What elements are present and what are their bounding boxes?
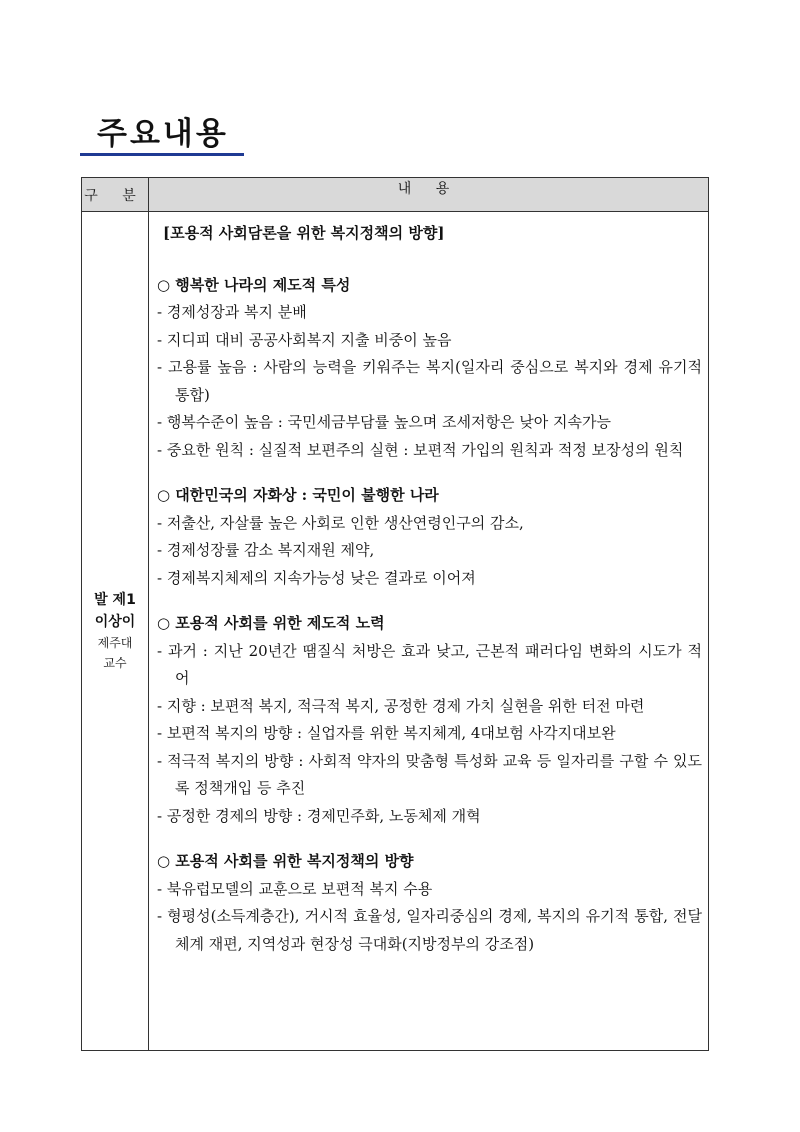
- section-3: [157, 610, 702, 830]
- list-item: - 지향 : 보편적 복지, 적극적 복지, 공정한 경제 가치 실현을 위한 터전 마련: [157, 696, 645, 715]
- content-table: [81, 177, 709, 1051]
- header-content: 내 용: [149, 178, 709, 212]
- list-item: - 보편적 복지의 방향 : 실업자를 위한 복지체계, 4대보험 사각지대보완: [157, 724, 616, 742]
- section-1: [157, 272, 702, 465]
- speaker-info: [82, 589, 148, 673]
- list-item: - 저출산, 자살률 높은 사회로 인한 생산연령인구의 감소,: [157, 513, 524, 532]
- list-item: - 과거 : 지난 20년간 땜질식 처방은 효과 낮고, 근본적 패러다임 변화의 시도가 적어: [157, 641, 702, 687]
- section-heading: ○ 포용적 사회를 위한 제도적 노력: [157, 614, 385, 632]
- speaker-name: 이상이: [94, 614, 136, 630]
- section-heading: ○ 포용적 사회를 위한 복지정책의 방향: [157, 852, 414, 870]
- speaker-cell: [82, 212, 149, 1051]
- content-title: [포용적 사회담론을 위한 복지정책의 방향]: [163, 224, 445, 242]
- section-4: [157, 848, 702, 958]
- list-item: - 적극적 복지의 방향 : 사회적 약자의 맞춤형 특성화 교육 등 일자리를 구할 수 있도록 정책개입 등 추진: [157, 751, 702, 797]
- content-body: [157, 220, 702, 958]
- content-cell: [149, 212, 709, 1051]
- list-item: - 북유럽모델의 교훈으로 보편적 복지 수용: [157, 879, 433, 898]
- speaker-affiliation: 제주대: [97, 636, 133, 650]
- speaker-role: 발 제1: [94, 592, 136, 608]
- list-item: - 행복수준이 높음 : 국민세금부담률 높으며 조세저항은 낮아 지속가능: [157, 413, 611, 431]
- list-item: - 고용률 높음 : 사람의 능력을 키워주는 복지(일자리 중심으로 복지와 경제 유기적 통합): [157, 358, 702, 404]
- list-item: - 지디피 대비 공공사회복지 지출 비중이 높음: [157, 330, 452, 349]
- list-item: - 중요한 원칙 : 실질적 보편주의 실현 : 보편적 가입의 원칙과 적정 보장성의 원칙: [157, 440, 684, 459]
- speaker-position: 교수: [103, 656, 127, 670]
- list-item: - 경제성장과 복지 분배: [157, 303, 307, 321]
- section-heading: ○ 대한민국의 자화상 : 국민이 불행한 나라: [157, 486, 439, 504]
- list-item: - 경제복지체제의 지속가능성 낮은 결과로 이어져: [157, 568, 476, 587]
- section-2: [157, 482, 702, 592]
- table-body-row: [82, 212, 709, 1051]
- header-category: 구 분: [82, 178, 149, 212]
- table-header-row: [82, 178, 709, 212]
- section-heading: ○ 행복한 나라의 제도적 특성: [157, 275, 351, 294]
- title-underline: [80, 153, 244, 156]
- list-item: - 공정한 경제의 방향 : 경제민주화, 노동체제 개혁: [157, 806, 481, 825]
- list-item: - 경제성장률 감소 복지재원 제약,: [157, 541, 375, 559]
- list-item: - 형평성(소득계층간), 거시적 효율성, 일자리중심의 경제, 복지의 유기적 통합, 전달체계 재편, 지역성과 현장성 극대화(지방정부의 강조점): [157, 907, 702, 953]
- page-title: 주요내용: [97, 116, 229, 152]
